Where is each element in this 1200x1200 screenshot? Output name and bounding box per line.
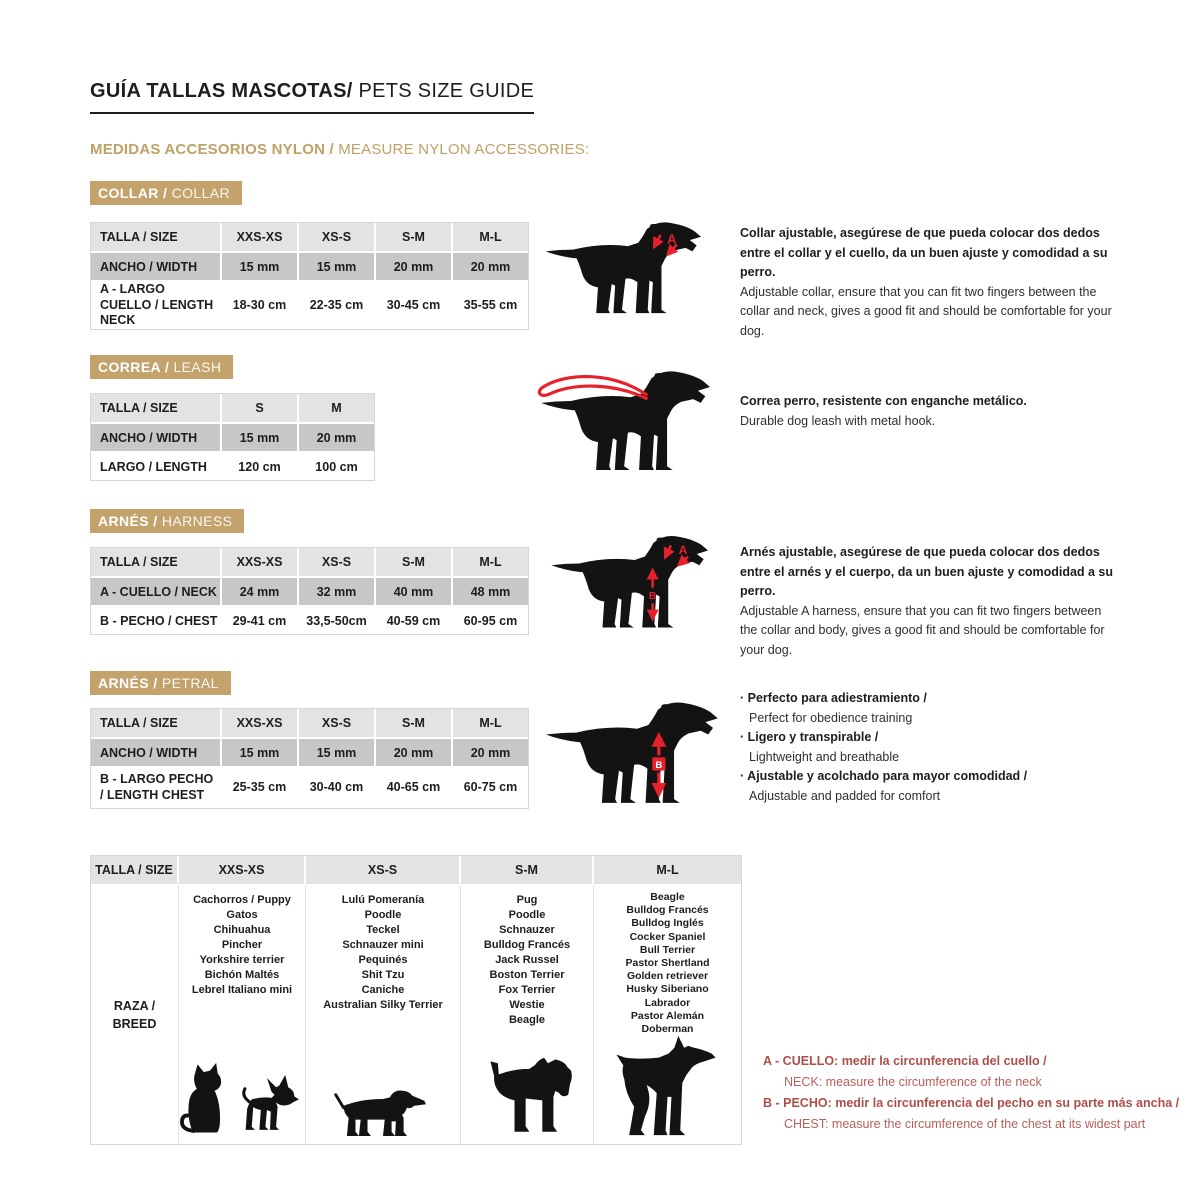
harness-section-badge [90,509,244,533]
value-cell: 40-59 cm [376,607,453,634]
value-cell: 29-41 cm [222,607,299,634]
table-header-row [91,548,528,578]
value-cell: 20 mm [453,739,528,768]
value-cell: 15 mm [299,253,376,282]
value-cell: 60-95 cm [453,607,528,634]
page-title-en: PETS SIZE GUIDE [358,80,535,102]
value-cell: 20 mm [376,253,453,282]
page-title [90,80,534,114]
chest-measure-label-b: B [648,590,657,602]
measuring-notes [763,1051,1193,1135]
size-cell: XXS-XS [222,223,299,253]
petral-size-table [90,708,529,809]
chihuahua-silhouette [235,1072,305,1142]
value-cell: 100 cm [299,453,374,480]
petral-section-badge [90,671,231,695]
value-cell: 20 mm [453,253,528,282]
petral-bullet-es: · Perfecto para adiestramiento / [740,689,1080,709]
harness-description [740,543,1122,660]
table-row [91,453,374,480]
breed-cell-xs-s [306,884,461,1144]
breeds-header-row [91,856,741,884]
value-cell: 48 mm [453,578,528,607]
size-header-cell: TALLA / SIZE [91,856,179,884]
size-cell: M [299,394,374,424]
note-chest-en: CHEST: measure the circumference of the chest at its widest part [784,1117,1146,1131]
petral-bullet-en: Adjustable and padded for comfort [749,788,941,803]
value-cell: 22-35 cm [299,282,376,329]
row-label-cell: ANCHO / WIDTH [91,253,222,282]
leash-description [740,392,1122,431]
table-row [91,768,528,808]
cat-silhouette [179,1058,227,1142]
harness-desc-en: Adjustable A harness, ensure that you can fit two fingers between the collar and body, gives a good fit and should be comfortable for your dog. [740,603,1105,657]
value-cell: 15 mm [222,739,299,768]
raza-label-en: BREED [112,1017,157,1031]
table-row [91,282,528,329]
petral-bullet-en: Perfect for obedience training [749,710,913,725]
breeds-body-row [91,884,741,1144]
row-label-cell: A - CUELLO / NECK [91,578,222,607]
value-cell: 15 mm [222,424,299,453]
table-row [91,607,528,634]
value-cell: 32 mm [299,578,376,607]
page-subtitle [90,141,589,158]
badge-text-en: COLLAR [171,185,231,201]
chest-measure-label-b: B [655,759,663,771]
table-header-row [91,709,528,739]
petral-dog-diagram [542,695,732,812]
size-cell: S-M [376,548,453,578]
table-row [91,424,374,453]
breed-row-label [91,886,178,1144]
value-cell: 25-35 cm [222,768,299,808]
leash-desc-en: Durable dog leash with metal hook. [740,413,936,428]
value-cell: 30-40 cm [299,768,376,808]
badge-text-en: HARNESS [161,513,233,529]
collar-section-badge [90,181,242,205]
value-cell: 60-75 cm [453,768,528,808]
size-cell: M-L [594,856,741,884]
petral-bullet-es: · Ligero y transpirable / [740,728,1080,748]
note-neck-en: NECK: measure the circumference of the neck [784,1075,1042,1089]
breed-cell-s-m [461,884,594,1144]
dachshund-silhouette [332,1087,434,1142]
petral-bullet-en: Lightweight and breathable [749,749,900,764]
size-cell: M-L [453,548,528,578]
leash-dog-diagram [528,365,724,478]
size-cell: S-M [376,223,453,253]
neck-measure-label-a: A [667,231,677,247]
collar-desc-es: Collar ajustable, asegúrese de que pueda colocar dos dedos entre el collar y el cuello, da un buen ajuste y comodidad a su perro. [740,226,1108,279]
leash-size-table [90,393,375,481]
subtitle-es: MEDIDAS ACCESORIOS NYLON / [90,141,334,158]
row-label-cell: B - LARGO PECHO / LENGTH CHEST [91,768,222,808]
value-cell: 15 mm [222,253,299,282]
value-cell: 30-45 cm [376,282,453,329]
size-header-cell: TALLA / SIZE [91,223,222,253]
size-cell: XS-S [306,856,461,884]
note-neck-es: A - CUELLO: medir la circunferencia del cuello / [763,1054,1047,1068]
table-header-row [91,394,374,424]
harness-size-table [90,547,529,635]
badge-text-en: PETRAL [161,675,219,691]
table-row [91,253,528,282]
breed-list: Pug Poodle Schnauzer Bulldog Francés Jack Russel Boston Terrier Fox Terrier Westie Beagle [483,894,571,1026]
breeds-table [90,855,742,1145]
page-title-es: GUÍA TALLAS MASCOTAS/ [90,80,353,102]
table-row [91,739,528,768]
breed-list: Cachorros / Puppy Gatos Chihuahua Pincher Yorkshire terrier Bichón Maltés Lebrel Italiano mini [191,894,293,996]
breed-cell-m-l [594,884,741,1144]
size-cell: XS-S [299,709,376,739]
value-cell: 20 mm [299,424,374,453]
size-cell: XS-S [299,548,376,578]
neck-measure-label-a: A [678,542,688,557]
size-header-cell: TALLA / SIZE [91,548,222,578]
table-row [91,578,528,607]
raza-label-es: RAZA / [113,999,156,1013]
harness-dog-diagram [548,526,721,639]
value-cell: 33,5-50cm [299,607,376,634]
harness-desc-es: Arnés ajustable, asegúrese de que pueda colocar dos dedos entre el arnés y el cuerpo, da un buen ajuste y comodidad a su perro. [740,545,1114,598]
petral-bullet-es: · Ajustable y acolchado para mayor comodidad / [740,767,1080,787]
schnauzer-silhouette [476,1054,579,1142]
row-label-cell: B - PECHO / CHEST [91,607,222,634]
row-label-cell: A - LARGO CUELLO / LENGTH NECK [91,282,222,329]
badge-text-es: CORREA / [98,359,170,375]
breed-cell-xxs-xs [179,884,306,1144]
size-cell: S-M [376,709,453,739]
subtitle-en: MEASURE NYLON ACCESSORIES: [338,141,590,158]
value-cell: 18-30 cm [222,282,299,329]
badge-text-es: COLLAR / [98,185,168,201]
size-cell: S-M [461,856,594,884]
row-label-cell: ANCHO / WIDTH [91,424,222,453]
size-cell: S [222,394,299,424]
size-header-cell: TALLA / SIZE [91,394,222,424]
row-label-cell: LARGO / LENGTH [91,453,222,480]
row-label-cell: ANCHO / WIDTH [91,739,222,768]
value-cell: 120 cm [222,453,299,480]
breed-row-label-cell [91,884,179,1144]
breed-list: Lulú Pomeranía Poodle Teckel Schnauzer mini Pequinés Shit Tzu Caniche Australian Silky Terrier [323,894,443,1011]
leash-section-badge [90,355,233,379]
size-cell: XXS-XS [222,548,299,578]
value-cell: 40-65 cm [376,768,453,808]
value-cell: 20 mm [376,739,453,768]
collar-dog-diagram [540,217,716,320]
table-header-row [91,223,528,253]
petral-feature-list [740,689,1080,806]
size-cell: M-L [453,709,528,739]
badge-text-es: ARNÉS / [98,675,158,691]
value-cell: 40 mm [376,578,453,607]
collar-desc-en: Adjustable collar, ensure that you can fit two fingers between the collar and neck, gives a good fit and should be comfortable for your dog. [740,284,1112,338]
leash-desc-es: Correa perro, resistente con enganche metálico. [740,394,1027,408]
collar-description [740,224,1122,341]
note-chest-es: B - PECHO: medir la circunferencia del pecho en su parte más ancha / [763,1096,1180,1110]
badge-text-en: LEASH [173,359,222,375]
value-cell: 35-55 cm [453,282,528,329]
collar-size-table [90,222,529,330]
breed-list: Beagle Bulldog Francés Bulldog Inglés Cocker Spaniel Bull Terrier Pastor Shertland Golden retriever Husky Siberiano Labrador Pastor Alemán Doberman [625,891,710,1036]
size-header-cell: TALLA / SIZE [91,709,222,739]
size-cell: M-L [453,223,528,253]
size-cell: XS-S [299,223,376,253]
value-cell: 15 mm [299,739,376,768]
value-cell: 24 mm [222,578,299,607]
size-cell: XXS-XS [179,856,306,884]
badge-text-es: ARNÉS / [98,513,158,529]
leash-line-icon [539,377,647,400]
doberman-silhouette [609,1036,727,1144]
size-cell: XXS-XS [222,709,299,739]
